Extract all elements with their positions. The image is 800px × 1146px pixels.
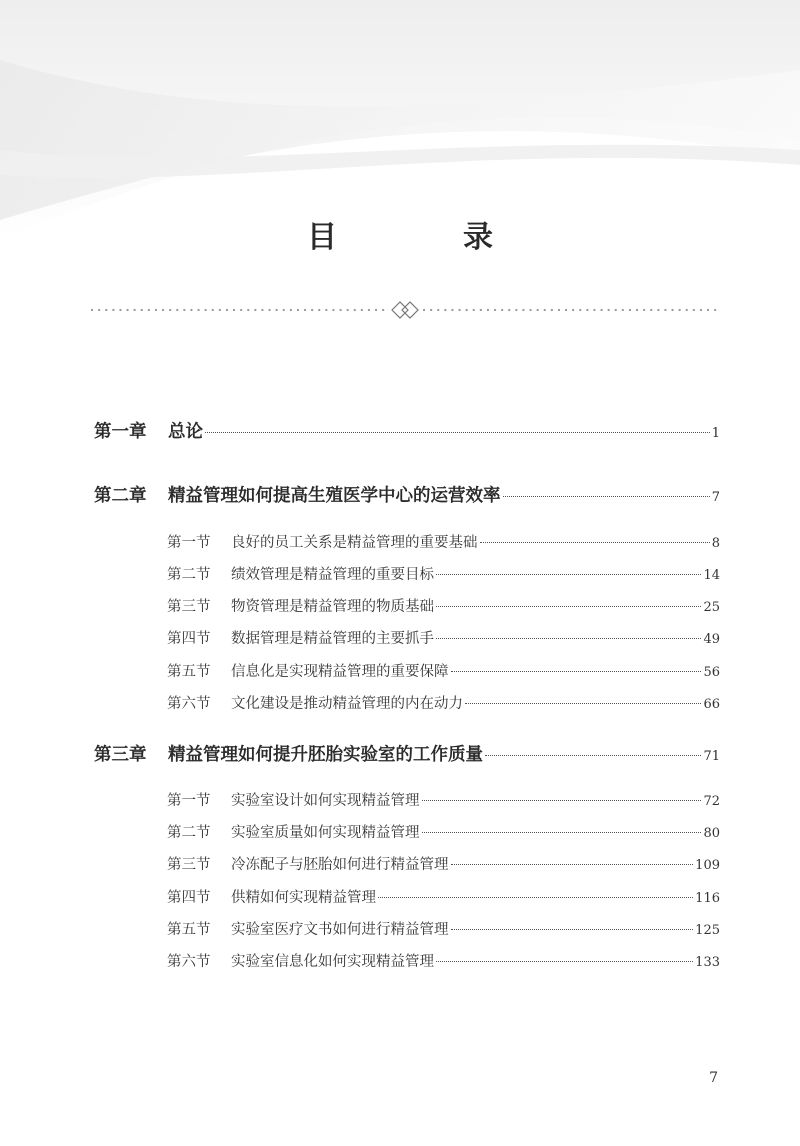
dot-leader <box>451 864 694 865</box>
toc-entry-title: 实验室设计如何实现精益管理 <box>231 793 420 809</box>
toc-entry-label: 第二章 <box>94 486 147 506</box>
toc-entry-label: 第六节 <box>167 954 211 970</box>
toc-entry-label: 第一节 <box>167 793 211 809</box>
toc-entry-label: 第六节 <box>167 696 211 712</box>
dot-leader <box>436 574 701 575</box>
toc-entry-label: 第一章 <box>94 422 147 442</box>
toc-section-entry[interactable] <box>167 853 720 874</box>
toc-entry-title: 精益管理如何提升胚胎实验室的工作质量 <box>168 745 483 765</box>
toc-section-entry[interactable] <box>167 563 720 584</box>
toc-entry-title: 信息化是实现精益管理的重要保障 <box>231 664 449 680</box>
page-number: 7 <box>709 1070 718 1086</box>
toc-entry-page: 49 <box>703 632 720 647</box>
toc-entry-title: 物资管理是精益管理的物质基础 <box>231 599 434 615</box>
toc-chapter-entry[interactable] <box>94 741 720 766</box>
dot-leader <box>503 496 710 497</box>
toc-entry-label: 第五节 <box>167 664 211 680</box>
toc-chapter-entry[interactable] <box>94 418 720 443</box>
dot-leader <box>485 755 701 756</box>
toc-entry-page: 116 <box>695 891 720 906</box>
toc-entry-page: 109 <box>695 858 720 873</box>
diamond-ornament-icon <box>392 302 418 318</box>
toc-chapter-entry[interactable] <box>94 482 720 507</box>
toc-section-entry[interactable] <box>167 789 720 810</box>
toc-entry-title: 总论 <box>168 422 203 442</box>
toc-entry-label: 第四节 <box>167 890 211 906</box>
dot-leader <box>422 800 702 801</box>
toc-section-entry[interactable] <box>167 627 720 648</box>
toc-section-entry[interactable] <box>167 531 720 552</box>
toc-entry-label: 第三节 <box>167 599 211 615</box>
toc-entry-page: 80 <box>703 826 720 841</box>
toc-section-entry[interactable] <box>167 660 720 681</box>
toc-section-entry[interactable] <box>167 821 720 842</box>
toc-entry-title: 文化建设是推动精益管理的内在动力 <box>231 696 463 712</box>
dot-leader <box>480 542 710 543</box>
toc-section-entry[interactable] <box>167 950 720 971</box>
toc-entry-label: 第三节 <box>167 857 211 873</box>
dot-leader <box>378 897 693 898</box>
toc-entry-page: 25 <box>703 600 720 615</box>
page-title: 目 录 <box>307 220 541 255</box>
toc-entry-label: 第二节 <box>167 567 211 583</box>
toc-entry-title: 供精如何实现精益管理 <box>231 890 376 906</box>
toc-entry-title: 实验室医疗文书如何进行精益管理 <box>231 922 449 938</box>
toc-entry-label: 第二节 <box>167 825 211 841</box>
title-divider <box>90 298 720 322</box>
toc-entry-page: 7 <box>711 490 720 505</box>
toc-entry-title: 实验室信息化如何实现精益管理 <box>231 954 434 970</box>
toc-entry-page: 71 <box>703 749 720 764</box>
dot-leader <box>436 638 701 639</box>
toc-entry-page: 125 <box>695 923 720 938</box>
dot-leader <box>436 606 701 607</box>
toc-section-entry[interactable] <box>167 692 720 713</box>
toc-section-entry[interactable] <box>167 595 720 616</box>
toc-entry-title: 实验室质量如何实现精益管理 <box>231 825 420 841</box>
dot-leader <box>205 432 710 433</box>
toc-entry-title: 冷冻配子与胚胎如何进行精益管理 <box>231 857 449 873</box>
toc-section-entry[interactable] <box>167 886 720 907</box>
toc-entry-label: 第一节 <box>167 535 211 551</box>
toc-entry-page: 8 <box>711 536 720 551</box>
toc-entry-label: 第四节 <box>167 631 211 647</box>
toc-entry-title: 数据管理是精益管理的主要抓手 <box>231 631 434 647</box>
toc-entry-page: 14 <box>703 568 720 583</box>
dot-leader <box>465 703 701 704</box>
toc-entry-page: 1 <box>711 426 720 441</box>
toc-section-entry[interactable] <box>167 918 720 939</box>
toc-entry-page: 72 <box>703 794 720 809</box>
dot-leader <box>451 671 702 672</box>
dot-leader <box>422 832 702 833</box>
toc-entry-page: 133 <box>695 955 720 970</box>
toc-entry-page: 66 <box>703 697 720 712</box>
toc-entry-title: 精益管理如何提高生殖医学中心的运营效率 <box>168 486 501 506</box>
toc-entry-label: 第五节 <box>167 922 211 938</box>
dot-leader <box>436 961 693 962</box>
dot-leader <box>451 929 694 930</box>
toc-entry-page: 56 <box>703 665 720 680</box>
toc-entry-title: 绩效管理是精益管理的重要目标 <box>231 567 434 583</box>
toc-entry-label: 第三章 <box>94 745 147 765</box>
toc-entry-title: 良好的员工关系是精益管理的重要基础 <box>231 535 478 551</box>
